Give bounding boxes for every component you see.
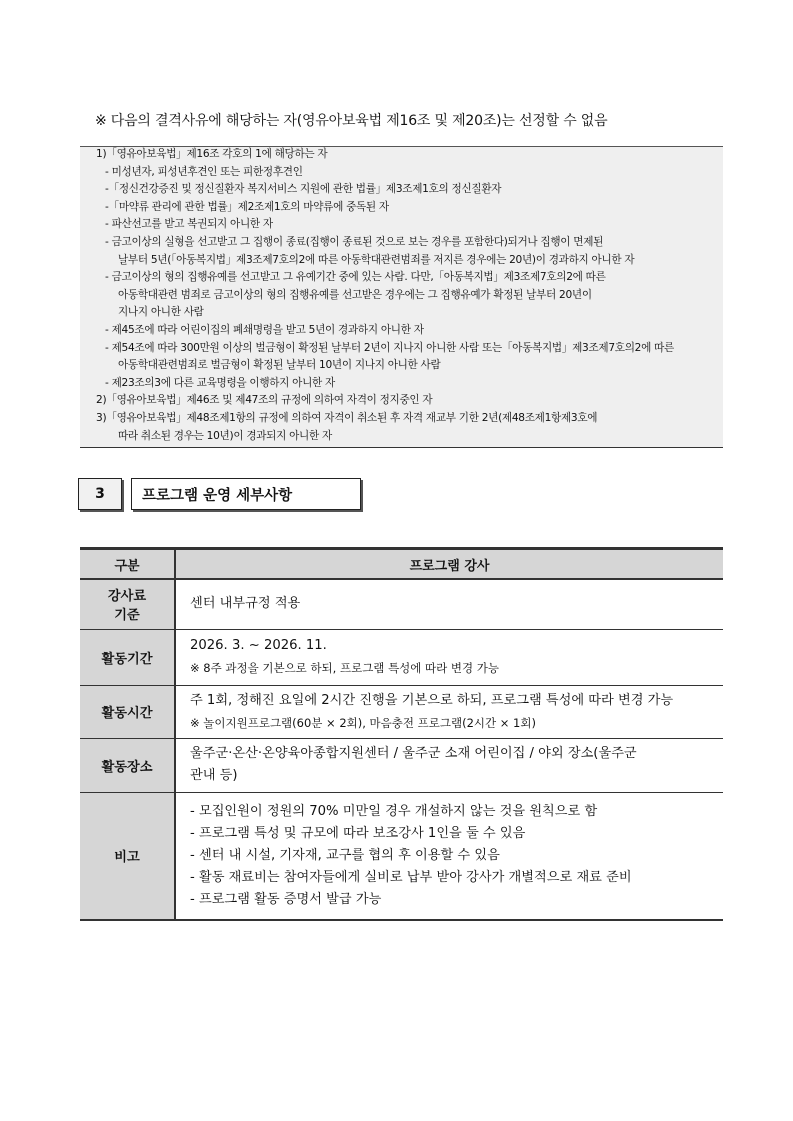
row-label-text: 기준 [114,608,140,624]
row-content-line: 주 1회, 정해진 요일에 2시간 진행을 기본으로 하되, 프로그램 특성에 따라 변경 가능 [190,692,674,708]
disqualification-notice: ※ 다음의 결격사유에 해당하는 자(영유아보육법 제16조 및 제20조)는 선정할 수 없음 [95,113,608,129]
row-content-line: 2026. 3. ~ 2026. 11. [190,638,327,653]
row-label [80,738,175,792]
row-label-text: 활동시간 [101,706,153,721]
row-label-text: 강사료 [107,589,147,605]
table-row [80,792,723,920]
disqualification-item: - 금고이상의 실형을 선고받고 그 집행이 종료(집행이 종료된 것으로 보는 경우를 포함한다)되거나 집행이 면제된 [105,235,604,248]
disqualification-item: 지나지 아니한 사람 [118,306,204,319]
row-content-line: - 센터 내 시설, 기자재, 교구를 협의 후 이용할 수 있음 [190,847,500,863]
row-label-text: 비고 [114,850,140,866]
disqualification-item: - 미성년자, 피성년후견인 또는 피한정후견인 [105,165,303,178]
table-row [80,579,723,629]
program-details-table [80,547,723,921]
row-content [175,629,723,685]
disqualification-item: -「정신건강증진 및 정신질환자 복지서비스 지원에 관한 법률」제3조제1호의 정신질환자 [105,183,502,196]
row-label-text: 활동기간 [101,651,153,667]
table-row [80,685,723,738]
disqualification-list [80,146,723,448]
row-content-line: 울주군·온산·온양육아종합지원센터 / 울주군 소재 어린이집 / 야외 장소(울주군 [190,746,637,761]
table-row [80,738,723,792]
disqualification-item: 2)「영유아보육법」제46조 및 제47조의 규정에 의하여 자격이 정지중인 자 [96,394,433,407]
header-category: 구분 [80,549,175,580]
disqualification-item: 1)「영유아보육법」제16조 각호의 1에 해당하는 자 [96,148,328,160]
row-content [175,579,723,629]
row-label [80,685,175,738]
table-row [80,629,723,685]
row-label-text: 활동장소 [101,759,153,775]
disqualification-item: - 제54조에 따라 300만원 이상의 벌금형이 확정된 날부터 2년이 지나지 아니한 사람 또는「아동복지법」제3조제7호의2에 따른 [105,341,674,354]
table-body [80,579,723,920]
disqualification-item: - 파산선고를 받고 복권되지 아니한 자 [105,218,273,231]
disqualification-item: 따라 취소된 경우는 10년)이 경과되지 아니한 자 [118,429,332,442]
disqualification-item: -「마약류 관리에 관한 법률」제2조제1호의 마약류에 중독된 자 [105,200,389,213]
row-content [175,792,723,920]
disqualification-item: 아동학대관련 범죄로 금고이상의 형의 집행유예를 선고받은 경우에는 그 집행유예가 확정된 날부터 20년이 [118,288,592,301]
row-content-line: - 프로그램 활동 증명서 발급 가능 [190,891,382,907]
section-title: 프로그램 운영 세부사항 [131,478,361,510]
row-label [80,579,175,629]
section-number: 3 [78,478,122,510]
row-content-line: ※ 8주 과정을 기본으로 하되, 프로그램 특성에 따라 변경 가능 [190,661,500,675]
row-content-line: 관내 등) [190,768,238,783]
row-content [175,685,723,738]
row-content-line: - 활동 재료비는 참여자들에게 실비로 납부 받아 강사가 개별적으로 재료 준비 [190,869,632,885]
row-content [175,738,723,792]
header-program-instructor: 프로그램 강사 [175,549,723,580]
disqualification-item: 아동학대관련범죄로 벌금형이 확정된 날부터 10년이 지나지 아니한 사람 [118,359,441,372]
disqualification-item: - 금고이상의 형의 집행유예를 선고받고 그 유예기간 중에 있는 사람. 다만,「아동복지법」제3조제7호의2에 따른 [105,271,606,284]
row-content-line: 센터 내부규정 적용 [190,596,301,612]
row-content-line: ※ 놀이지원프로그램(60분 × 2회), 마음충전 프로그램(2시간 × 1회) [190,715,536,730]
disqualification-item: 날부터 5년(「아동복지법」제3조제7호의2에 따른 아동학대관련범죄를 저지른 경우에는 20년)이 경과하지 아니한 자 [118,253,635,266]
disqualification-item: - 제23조의3에 다른 교육명령을 이행하지 아니한 자 [105,376,335,389]
disqualification-item: - 제45조에 따라 어린이집의 폐쇄명령을 받고 5년이 경과하지 아니한 자 [105,323,424,336]
row-label [80,629,175,685]
disqualification-item: 3)「영유아보육법」제48조제1항의 규정에 의하여 자격이 취소된 후 자격 재교부 기한 2년(제48조제1항제3호에 [96,411,598,424]
row-content-line: - 모집인원이 정원의 70% 미만일 경우 개설하지 않는 것을 원칙으로 함 [190,803,598,819]
row-label [80,792,175,920]
table-header-row [80,549,723,580]
row-content-line: - 프로그램 특성 및 규모에 따라 보조강사 1인을 둘 수 있음 [190,825,526,841]
